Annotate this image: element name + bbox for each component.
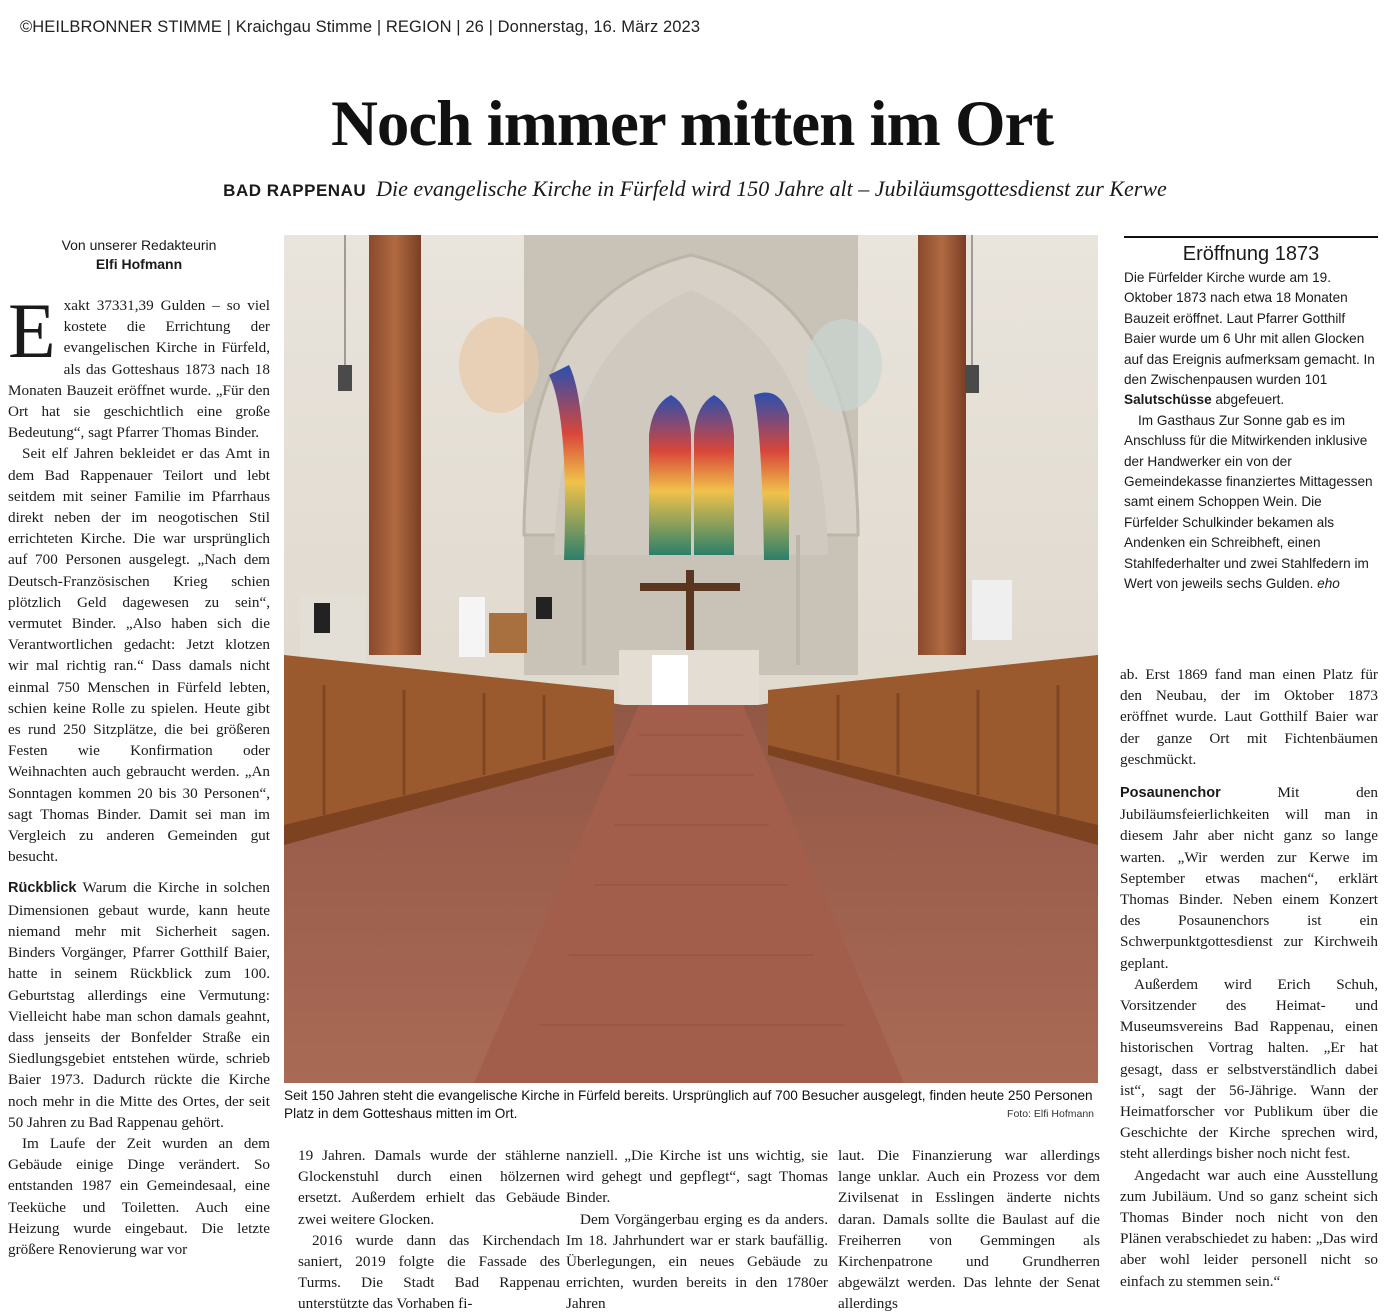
- article-column-4: [838, 1145, 1100, 1315]
- church-interior-illustration: [284, 235, 1098, 1083]
- column-4-paragraph-1: laut. Die Finanzierung war allerdings lange unklar. Auch ein Prozess vor dem Zivilsenat in Esslingen änderte nichts daran. Damals sollte die Baulast auf die Freiherren von Gemmingen als Kirchenpatrone und Grundherren abgewälzt werden. Das lehnte der Senat allerdings: [838, 1147, 1100, 1313]
- photo-credit: Foto: Elfi Hofmann: [1007, 1108, 1094, 1120]
- info-box-rule: [1124, 236, 1378, 238]
- column-5-paragraph-1: ab. Erst 1869 fand man einen Platz für den Neubau, der im Oktober 1873 eröffnet wurde. Laut Gotthilf Baier war der ganze Ort mit Fichtenbäumen geschmückt.: [1120, 666, 1378, 768]
- column-2-paragraph-1: 19 Jahren. Damals wurde der stählerne Glockenstuhl durch einen hölzernen ersetzt. Außerdem erhielt das Gebäude zwei weitere Glocken.: [298, 1147, 560, 1228]
- info-box-paragraph-1: Die Fürfelder Kirche wurde am 19. Oktober 1873 nach etwa 18 Monaten Bauzeit eröffnet. Laut Pfarrer Gotthilf Baier wurde um 6 Uhr mit allen Glocken auf das Ereignis aufmerksam gemacht. In den Zwischenpausen wurden 101 Salutschüsse abgefeuert.: [1124, 270, 1375, 408]
- column-5-paragraph-4: Angedacht war auch eine Ausstellung zum Jubiläum. Und so ganz scheint sich Thomas Binder noch nicht von den Plänen verabschiedet zu haben: „Das wird aber wohl leider personell nicht so einfach zu stemmen sein.“: [1120, 1166, 1378, 1290]
- photo-caption: Seit 150 Jahren steht die evangelische Kirche in Fürfeld bereits. Ursprünglich auf 700 Besucher ausgelegt, finden heute 250 Personen Platz in dem Gotteshaus mitten im Ort.: [284, 1088, 1093, 1121]
- subhead-deck: Die evangelische Kirche in Fürfeld wird 150 Jahre alt – Jubiläumsgottesdienst zur Kerwe: [376, 176, 1167, 201]
- byline-author: Elfi Hofmann: [95, 256, 183, 272]
- column-3-paragraph-1: nanziell. „Die Kirche ist uns wichtig, sie wird gehegt und gepflegt“, sagt Thomas Binder.: [566, 1147, 828, 1207]
- article-column-1: [8, 287, 270, 1260]
- article-subhead: [150, 176, 1240, 202]
- column-2-paragraph-2: 2016 wurde dann das Kirchendach saniert, 2019 folgte die Fassade des Turms. Die Stadt Bad Rappenau unterstützte das Vorhaben fi-: [298, 1231, 560, 1313]
- column-1-paragraph-2: Seit elf Jahren bekleidet er das Amt in dem Bad Rappenauer Teilort und lebt seitdem mit seiner Familie im Pfarrhaus direkt neben der im neogotischen Stil errichteten Kirche. Die war ursprünglich auf 700 Personen ausgelegt. „Nach dem Deutsch-Französischen Krieg schien plötzlich Geld dagewesen zu sein“, vermutet Binder. „Also haben sich die Verantwortlichen gedacht: Jetzt klotzen wir mal richtig ran.“ Dass damals nicht einmal 750 Menschen in Fürfeld lebten, schien keine Rolle zu spielen. Heute gibt es rund 250 Sitzplätze, die bei größeren Festen wie Konfirmation oder Weihnachten auch gebraucht werden. „An Sonntagen kommen 20 bis 30 Personen“, sagt Thomas Binder. Damit sei man im Vergleich zu anderen Gemeinden gut besucht.: [8, 445, 270, 866]
- church-interior-photo: [284, 235, 1098, 1083]
- section-lead-posaunenchor: Posaunenchor: [1120, 785, 1221, 802]
- article-column-5: [1120, 664, 1378, 1292]
- section-lead-rueckblick: Rückblick: [8, 880, 77, 897]
- drop-cap: E: [8, 287, 56, 374]
- column-5-paragraph-2: Posaunenchor Mit den Jubiläumsfeierlichkeiten will man in diesem Jahr aber nicht ganz so lange warten. „Wir werden zur Kerwe im September etwas machen“, erklärt Thomas Binder. Neben einem Konzert des Posaunenchors ist ein Schwerpunktgottesdienst zur Kirchweih geplant.: [1120, 784, 1378, 972]
- info-box-paragraph-2: Im Gasthaus Zur Sonne gab es im Anschluss für die Mitwirkenden inklusive der Handwerker ein von der Gemeindekasse finanziertes Mittagessen samt einem Schoppen Wein. Die Fürfelder Schulkinder bekamen als Andenken ein Schreibheft, einen Stahlfederhalter und zwei Stahlfedern im Wert von jeweils sechs Gulden. eho: [1124, 412, 1373, 592]
- column-1-paragraph-3: Rückblick Warum die Kirche in solchen Dimensionen gebaut wurde, kann heute niemand mehr mit Sicherheit sagen. Binders Vorgänger, Pfarrer Gotthilf Baier, hatte in seinem Rückblick zum 100. Geburtstag allerdings eine Vermutung: Vielleicht habe man schon damals geahnt, dass jenseits der Bonfelder Straße ein Siedlungsgebiet entstehen würde, schrieb Baier 1973. Dadurch rückte die Kirche noch mehr in die Mitte des Ortes, der seit 50 Jahren zu Bad Rappenau gehört.: [8, 879, 270, 1131]
- column-1-paragraph-4: Im Laufe der Zeit wurden an dem Gebäude einige Dinge verändert. So entstanden 1987 ein Gemeindesaal, eine Teeküche und Toiletten. Auch eine Heizung wurde eingebaut. Die letzte größere Renovierung war vor: [8, 1134, 270, 1258]
- info-box-title: Eröffnung 1873: [1182, 243, 1320, 265]
- article-column-2: [298, 1145, 560, 1315]
- byline: [8, 236, 270, 274]
- column-1-paragraph-1: xakt 37331,39 Gulden – so viel kostete die Errichtung der evangelischen Kirche in Fürfeld, als das Gotteshaus 1873 nach 18 Monaten Bauzeit eröffnet wurde. „Für den Ort hat sie geschichtlich eine große Bedeutung“, sagt Pfarrer Thomas Binder.: [8, 297, 270, 442]
- location-kicker: BAD RAPPENAU: [223, 181, 367, 200]
- publication-meta-line: ©HEILBRONNER STIMME | Kraichgau Stimme | REGION | 26 | Donnerstag, 16. März 2023: [20, 18, 701, 36]
- article-column-3: [566, 1145, 828, 1315]
- info-box-signature: eho: [1317, 576, 1340, 592]
- column-5-paragraph-3: Außerdem wird Erich Schuh, Vorsitzender des Heimat- und Museumsvereins Bad Rappenau, einen historischen Vortrag halten. „Er hat gesagt, dass er selbstverständlich dabei ist“, sagt der 56-Jährige. Wann der Heimatforscher vor Publikum über die Geschichte der Kirche sprechen wird, steht allerdings bisher noch nicht fest.: [1120, 975, 1378, 1163]
- info-box: [1124, 236, 1378, 595]
- article-headline: Noch immer mitten im Ort: [330, 88, 1054, 160]
- byline-role: Von unserer Redakteurin: [61, 237, 217, 253]
- info-box-text: [1124, 268, 1378, 595]
- column-3-paragraph-2: Dem Vorgängerbau erging es da anders. Im 18. Jahrhundert war er stark baufällig. Überlegungen, ein neues Gebäude zu errichten, wurden bereits in den 1780er Jahren: [566, 1210, 828, 1313]
